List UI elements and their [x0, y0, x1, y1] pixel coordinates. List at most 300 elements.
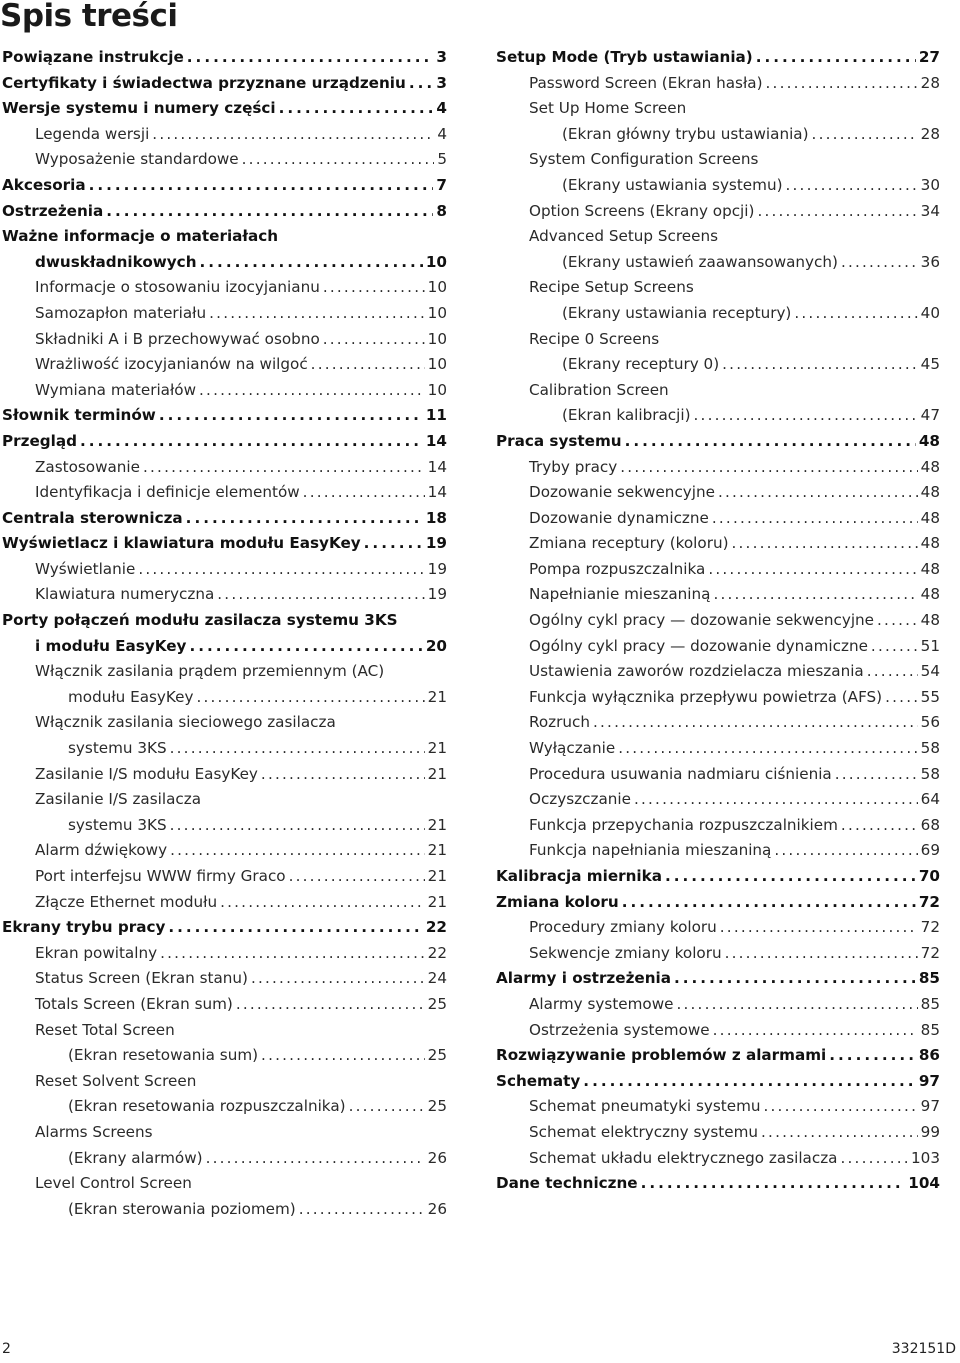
toc-entry-title: Wrażliwość izocyjanianów na wilgoć — [35, 355, 308, 374]
toc-page-number: 55 — [920, 687, 940, 706]
toc-subsection-entry[interactable] — [2, 787, 447, 838]
toc-entry-title: Alarmy i ostrzeżenia — [496, 969, 671, 988]
toc-section-entry[interactable] — [496, 1171, 940, 1197]
toc-entry-title: Port interfejsu WWW firmy Graco — [35, 867, 286, 885]
toc-entry-row — [2, 71, 447, 97]
dot-leader — [323, 275, 425, 301]
dot-leader — [279, 96, 434, 122]
toc-subsection-entry[interactable] — [496, 582, 940, 608]
toc-entry-row — [529, 659, 940, 685]
toc-subsection-entry[interactable] — [2, 864, 447, 890]
toc-entry-title: Schemat elektryczny systemu — [529, 1122, 759, 1141]
toc-entry-title: Wyposażenie standardowe — [35, 150, 239, 169]
toc-entry-title: Dane techniczne — [496, 1174, 638, 1193]
toc-entry-title-line: Calibration Screen — [529, 380, 669, 399]
toc-subsection-entry[interactable] — [2, 557, 447, 583]
toc-subsection-entry[interactable] — [2, 582, 447, 608]
page-title: Spis treści — [0, 0, 178, 34]
toc-entry-title: Akcesoria — [2, 175, 86, 194]
dot-leader — [143, 455, 425, 481]
toc-page-number: 10 — [427, 303, 447, 322]
dot-leader — [694, 403, 918, 429]
toc-entry-row — [35, 992, 447, 1018]
toc-entry-title: Samozapłon materiału — [35, 303, 207, 322]
toc-entry-title: Procedury zmiany koloru — [529, 918, 717, 937]
toc-page-number: 97 — [920, 1097, 940, 1116]
toc-subsection-entry[interactable] — [496, 1094, 940, 1120]
toc-page-number: 10 — [427, 355, 447, 374]
dot-leader — [311, 352, 425, 378]
toc-subsection-entry[interactable] — [2, 327, 447, 353]
toc-entry-title: Legenda wersji — [35, 124, 150, 143]
toc-subsection-entry[interactable] — [496, 199, 940, 225]
toc-subsection-entry[interactable] — [496, 557, 940, 583]
toc-subsection-entry[interactable] — [2, 838, 447, 864]
toc-page-number: 85 — [920, 1020, 940, 1039]
toc-entry-title: Rozwiązywanie problemów z alarmami — [496, 1046, 827, 1065]
toc-entry-row — [496, 1069, 940, 1095]
toc-entry-row — [529, 301, 940, 327]
toc-section-entry[interactable] — [2, 224, 447, 275]
toc-subsection-entry[interactable] — [496, 736, 940, 762]
toc-page-number: 48 — [918, 431, 940, 450]
toc-section-entry[interactable] — [496, 890, 940, 916]
toc-subsection-entry[interactable] — [496, 1146, 940, 1172]
dot-leader — [625, 429, 916, 455]
toc-entry-row — [496, 1171, 940, 1197]
toc-subsection-entry[interactable] — [2, 275, 447, 301]
toc-entry-title: Centrala sterownicza — [2, 508, 183, 527]
toc-page-number: 40 — [920, 303, 940, 322]
toc-entry-row — [529, 992, 940, 1018]
toc-entry-row — [2, 173, 447, 199]
toc-entry-title: Funkcja przepychania rozpuszczalnikiem — [529, 815, 838, 834]
toc-entry-title-line: Advanced Setup Screens — [529, 227, 719, 246]
toc-subsection-entry[interactable] — [496, 1120, 940, 1146]
toc-entry-row — [529, 1094, 940, 1120]
toc-subsection-entry[interactable] — [496, 455, 940, 481]
toc-section-entry[interactable] — [2, 403, 447, 429]
toc-entry-title-line: Włącznik zasilania sieciowego zasilacza — [35, 713, 336, 732]
dot-leader — [712, 506, 918, 532]
dot-leader — [170, 736, 425, 762]
dot-leader — [786, 173, 918, 199]
toc-section-entry[interactable] — [496, 45, 940, 71]
dot-leader — [168, 915, 423, 941]
toc-section-entry[interactable] — [2, 199, 447, 225]
toc-section-entry[interactable] — [2, 96, 447, 122]
toc-entry-row — [35, 762, 447, 788]
toc-subsection-entry[interactable] — [496, 813, 940, 839]
toc-subsection-entry[interactable] — [496, 710, 940, 736]
toc-entry-title: (Ekrany receptury 0) — [562, 355, 720, 374]
toc-entry-title: (Ekrany alarmów) — [68, 1148, 203, 1167]
toc-subsection-entry[interactable] — [496, 608, 940, 634]
toc-section-entry[interactable] — [2, 915, 447, 941]
toc-entry-title: (Ekrany ustawiania receptury) — [562, 303, 792, 322]
toc-subsection-entry[interactable] — [2, 352, 447, 378]
toc-entry-title: Przegląd — [2, 431, 77, 450]
toc-entry-title: Ostrzeżenia systemowe — [529, 1020, 710, 1039]
toc-entry-row — [35, 455, 447, 481]
toc-section-entry[interactable] — [496, 1069, 940, 1095]
toc-entry-row — [529, 557, 940, 583]
toc-entry-row — [496, 1043, 940, 1069]
toc-page-number: 10 — [427, 278, 447, 297]
toc-page-number: 48 — [920, 534, 940, 553]
toc-subsection-entry[interactable] — [2, 1171, 447, 1222]
toc-entry-title: (Ekrany ustawiania systemu) — [562, 175, 783, 194]
toc-entry-row — [496, 429, 940, 455]
toc-entry-row — [529, 685, 940, 711]
toc-entry-row — [35, 966, 447, 992]
dot-leader — [885, 685, 918, 711]
toc-page-number: 48 — [920, 585, 940, 604]
toc-page-number: 19 — [427, 559, 447, 578]
dot-leader — [209, 301, 425, 327]
toc-page-number: 26 — [427, 1148, 447, 1167]
toc-subsection-entry[interactable] — [2, 1069, 447, 1120]
toc-subsection-entry[interactable] — [496, 941, 940, 967]
toc-entry-row — [2, 634, 447, 660]
dot-leader — [708, 557, 917, 583]
toc-subsection-entry[interactable] — [2, 147, 447, 173]
toc-entry-row — [2, 45, 447, 71]
toc-entry-title: Password Screen (Ekran hasła) — [529, 73, 763, 92]
dot-leader — [829, 1043, 916, 1069]
toc-subsection-entry[interactable] — [496, 838, 940, 864]
toc-entry-row — [35, 275, 447, 301]
toc-subsection-entry[interactable] — [496, 762, 940, 788]
toc-page-number: 34 — [920, 201, 940, 220]
dot-leader — [160, 941, 425, 967]
toc-section-entry[interactable] — [2, 45, 447, 71]
dot-leader — [841, 813, 918, 839]
toc-entry-row — [529, 813, 940, 839]
toc-page-number: 48 — [920, 508, 940, 527]
toc-page-number: 68 — [920, 815, 940, 834]
toc-page-number: 4 — [437, 124, 447, 143]
toc-entry-row — [529, 71, 940, 97]
toc-column-left — [2, 45, 447, 1222]
toc-subsection-entry[interactable] — [496, 685, 940, 711]
toc-entry-row — [35, 1146, 447, 1172]
toc-entry-row — [529, 915, 940, 941]
dot-leader — [674, 966, 916, 992]
toc-entry-title: Schemat pneumatyki systemu — [529, 1097, 761, 1116]
toc-page-number: 48 — [920, 559, 940, 578]
toc-entry-row — [529, 506, 940, 532]
toc-subsection-entry[interactable] — [2, 710, 447, 761]
toc-subsection-entry[interactable] — [2, 659, 447, 710]
toc-entry-title: Zastosowanie — [35, 457, 140, 476]
toc-entry-title-line: Zasilanie I/S zasilacza — [35, 790, 202, 809]
toc-entry-row — [2, 96, 447, 122]
toc-subsection-entry[interactable] — [496, 96, 940, 147]
dot-leader — [206, 1146, 425, 1172]
toc-entry-row — [35, 378, 447, 404]
dot-leader — [409, 71, 434, 97]
toc-subsection-entry[interactable] — [496, 915, 940, 941]
toc-page-number: 70 — [918, 867, 940, 885]
toc-entry-title-line: Recipe 0 Screens — [529, 329, 660, 348]
toc-subsection-entry[interactable] — [496, 1018, 940, 1044]
toc-entry-title: (Ekran sterowania poziomem) — [68, 1199, 296, 1218]
dot-leader — [196, 685, 424, 711]
toc-entry-title: (Ekran resetowania rozpuszczalnika) — [68, 1097, 346, 1116]
toc-subsection-entry[interactable] — [2, 122, 447, 148]
toc-entry-title: Kalibracja miernika — [496, 867, 662, 885]
toc-entry-title-line: Set Up Home Screen — [529, 99, 687, 118]
toc-subsection-entry[interactable] — [496, 787, 940, 813]
toc-entry-title: (Ekran główny trybu ustawiania) — [562, 124, 809, 143]
toc-entry-row — [35, 557, 447, 583]
toc-page-number: 25 — [427, 994, 447, 1013]
toc-entry-row — [529, 582, 940, 608]
dot-leader — [665, 864, 916, 890]
dot-leader — [620, 455, 917, 481]
toc-page-number: 97 — [918, 1071, 940, 1090]
toc-page-number: 25 — [427, 1097, 447, 1116]
toc-subsection-entry[interactable] — [2, 378, 447, 404]
toc-entry-title: Wyświetlanie — [35, 559, 136, 578]
toc-page-number: 8 — [436, 201, 447, 220]
toc-entry-title: Procedura usuwania nadmiaru ciśnienia — [529, 764, 832, 783]
toc-entry-title: Ogólny cykl pracy — dozowanie sekwencyjne — [529, 611, 875, 630]
toc-page-number: 3 — [436, 48, 447, 66]
dot-leader — [583, 1069, 916, 1095]
toc-section-entry[interactable] — [2, 608, 447, 659]
toc-section-entry[interactable] — [496, 864, 940, 890]
toc-entry-row — [35, 147, 447, 173]
toc-entry-title: Oczyszczanie — [529, 790, 631, 809]
toc-subsection-entry[interactable] — [2, 480, 447, 506]
toc-page-number: 21 — [427, 687, 447, 706]
toc-entry-title: Schemat układu elektrycznego zasilacza — [529, 1148, 838, 1167]
toc-entry-title: Sekwencje zmiany koloru — [529, 943, 722, 962]
toc-entry-row — [2, 531, 447, 557]
toc-subsection-entry[interactable] — [496, 147, 940, 198]
toc-entry-row — [529, 762, 940, 788]
dot-leader — [186, 506, 423, 532]
toc-subsection-entry[interactable] — [496, 531, 940, 557]
toc-section-entry[interactable] — [496, 966, 940, 992]
dot-leader — [676, 992, 917, 1018]
toc-entry-title: Zasilanie I/S modułu EasyKey — [35, 764, 258, 783]
dot-leader — [722, 352, 918, 378]
dot-leader — [200, 250, 423, 276]
toc-entry-title: Ostrzeżenia — [2, 201, 104, 220]
toc-subsection-entry[interactable] — [496, 327, 940, 378]
toc-entry-row — [529, 634, 940, 660]
dot-leader — [720, 915, 918, 941]
toc-entry-title: Ogólny cykl pracy — dozowanie dynamiczne — [529, 636, 868, 655]
dot-leader — [106, 199, 433, 225]
toc-page-number: 21 — [427, 764, 447, 783]
toc-entry-row — [496, 45, 940, 71]
toc-entry-title: modułu EasyKey — [68, 687, 194, 706]
toc-section-entry[interactable] — [2, 506, 447, 532]
toc-entry-title: Funkcja wyłącznika przepływu powietrza (AFS) — [529, 687, 883, 706]
toc-entry-title: Wersje systemu i numery części — [2, 99, 276, 118]
toc-entry-row — [496, 890, 940, 916]
toc-section-entry[interactable] — [496, 1043, 940, 1069]
dot-leader — [725, 941, 918, 967]
toc-page-number: 22 — [427, 943, 447, 962]
toc-entry-title: Klawiatura numeryczna — [35, 585, 215, 604]
toc-page-number: 11 — [425, 406, 447, 425]
toc-entry-row — [35, 352, 447, 378]
toc-entry-title: Dozowanie sekwencyjne — [529, 483, 715, 502]
toc-entry-title-line: Włącznik zasilania prądem przemiennym (AC) — [35, 662, 385, 681]
toc-entry-row — [35, 736, 447, 762]
toc-subsection-entry[interactable] — [496, 71, 940, 97]
dot-leader — [867, 659, 918, 685]
toc-entry-title: Alarm dźwiękowy — [35, 841, 168, 860]
toc-entry-title-line: Recipe Setup Screens — [529, 278, 694, 297]
toc-page-number: 10 — [425, 252, 447, 271]
toc-subsection-entry[interactable] — [2, 992, 447, 1018]
toc-subsection-entry[interactable] — [2, 890, 447, 916]
toc-subsection-entry[interactable] — [496, 506, 940, 532]
toc-page-number: 85 — [920, 994, 940, 1013]
dot-leader — [242, 147, 435, 173]
toc-entry-title-line: Ważne informacje o materiałach — [2, 227, 279, 246]
toc-entry-row — [2, 199, 447, 225]
toc-page-number: 28 — [920, 124, 940, 143]
dot-leader — [774, 838, 917, 864]
toc-entry-row — [529, 1018, 940, 1044]
toc-page-number: 56 — [920, 713, 940, 732]
toc-entry-row — [35, 480, 447, 506]
dot-leader — [89, 173, 434, 199]
toc-entry-title: i modułu EasyKey — [35, 636, 187, 655]
toc-subsection-entry[interactable] — [2, 1120, 447, 1171]
toc-section-entry[interactable] — [2, 71, 447, 97]
toc-page-number: 4 — [436, 99, 447, 118]
dot-leader — [794, 301, 917, 327]
toc-section-entry[interactable] — [2, 173, 447, 199]
toc-entry-row — [529, 352, 940, 378]
toc-entry-row — [529, 403, 940, 429]
toc-entry-title: Funkcja napełniania mieszaniną — [529, 841, 772, 860]
toc-entry-row — [496, 966, 940, 992]
toc-page-number: 25 — [427, 1046, 447, 1065]
toc-page-number: 47 — [920, 406, 940, 425]
toc-page-number: 54 — [920, 662, 940, 681]
toc-entry-title: Zmiana koloru — [496, 892, 619, 911]
toc-page-number: 14 — [427, 483, 447, 502]
toc-subsection-entry[interactable] — [496, 634, 940, 660]
toc-entry-title: Tryby pracy — [529, 457, 618, 476]
dot-leader — [634, 787, 918, 813]
dot-leader — [236, 992, 425, 1018]
dot-leader — [80, 429, 423, 455]
toc-entry-row — [496, 864, 940, 890]
toc-subsection-entry[interactable] — [2, 941, 447, 967]
toc-page-number: 10 — [427, 380, 447, 399]
toc-page-number: 72 — [920, 918, 940, 937]
dot-leader — [756, 45, 916, 71]
toc-entry-row — [35, 1197, 447, 1223]
toc-page-number: 7 — [436, 175, 447, 194]
toc-entry-row — [35, 582, 447, 608]
toc-entry-title-line: Reset Solvent Screen — [35, 1071, 197, 1090]
toc-page-number: 26 — [427, 1199, 447, 1218]
toc-page-number: 86 — [918, 1046, 940, 1065]
toc-entry-row — [35, 1094, 447, 1120]
toc-section-entry[interactable] — [2, 531, 447, 557]
toc-entry-title: Złącze Ethernet modułu — [35, 892, 218, 911]
toc-entry-row — [529, 122, 940, 148]
toc-entry-row — [35, 685, 447, 711]
toc-entry-title: Dozowanie dynamiczne — [529, 508, 709, 527]
toc-page-number: 21 — [427, 739, 447, 758]
toc-entry-row — [529, 1146, 940, 1172]
toc-section-entry[interactable] — [496, 429, 940, 455]
toc-page-number: 22 — [425, 918, 447, 937]
dot-leader — [713, 1018, 918, 1044]
dot-leader — [766, 71, 918, 97]
toc-entry-title: (Ekran kalibracji) — [562, 406, 691, 425]
toc-subsection-entry[interactable] — [2, 301, 447, 327]
toc-entry-title: Totals Screen (Ekran sum) — [35, 994, 233, 1013]
toc-page-number: 10 — [427, 329, 447, 348]
dot-leader — [323, 327, 425, 353]
toc-page-number: 14 — [425, 431, 447, 450]
toc-entry-row — [35, 327, 447, 353]
toc-subsection-entry[interactable] — [496, 659, 940, 685]
dot-leader — [764, 1094, 918, 1120]
toc-page-number: 20 — [425, 636, 447, 655]
toc-page-number: 18 — [425, 508, 447, 527]
toc-subsection-entry[interactable] — [496, 275, 940, 326]
toc-section-entry[interactable] — [2, 429, 447, 455]
toc-subsection-entry[interactable] — [496, 224, 940, 275]
toc-page-number: 3 — [436, 73, 447, 92]
dot-leader — [187, 45, 434, 71]
dot-leader — [641, 1171, 906, 1197]
toc-subsection-entry[interactable] — [2, 966, 447, 992]
toc-page-number: 99 — [920, 1122, 940, 1141]
toc-entry-row — [529, 787, 940, 813]
toc-entry-title: Setup Mode (Tryb ustawiania) — [496, 48, 753, 66]
toc-subsection-entry[interactable] — [496, 480, 940, 506]
dot-leader — [251, 966, 425, 992]
toc-page-number: 5 — [437, 150, 447, 169]
toc-entry-title: Ekrany trybu pracy — [2, 918, 166, 937]
toc-page-number: 36 — [920, 252, 940, 271]
dot-leader — [189, 634, 422, 660]
toc-subsection-entry[interactable] — [496, 992, 940, 1018]
dot-leader — [364, 531, 423, 557]
toc-entry-title: (Ekrany ustawień zaawansowanych) — [562, 252, 838, 271]
toc-entry-title: Wymiana materiałów — [35, 380, 197, 399]
toc-subsection-entry[interactable] — [2, 762, 447, 788]
toc-page-number: 69 — [920, 841, 940, 860]
dot-leader — [289, 864, 425, 890]
toc-entry-row — [35, 1043, 447, 1069]
toc-column-right — [496, 45, 940, 1197]
toc-subsection-entry[interactable] — [496, 378, 940, 429]
toc-entry-title: Wyświetlacz i klawiatura modułu EasyKey — [2, 534, 361, 553]
toc-subsection-entry[interactable] — [2, 455, 447, 481]
toc-subsection-entry[interactable] — [2, 1018, 447, 1069]
toc-entry-title: Składniki A i B przechowywać osobno — [35, 329, 320, 348]
toc-entry-title-line: System Configuration Screens — [529, 150, 759, 169]
toc-page-number: 28 — [920, 73, 940, 92]
toc-entry-title-line: Reset Total Screen — [35, 1020, 175, 1039]
